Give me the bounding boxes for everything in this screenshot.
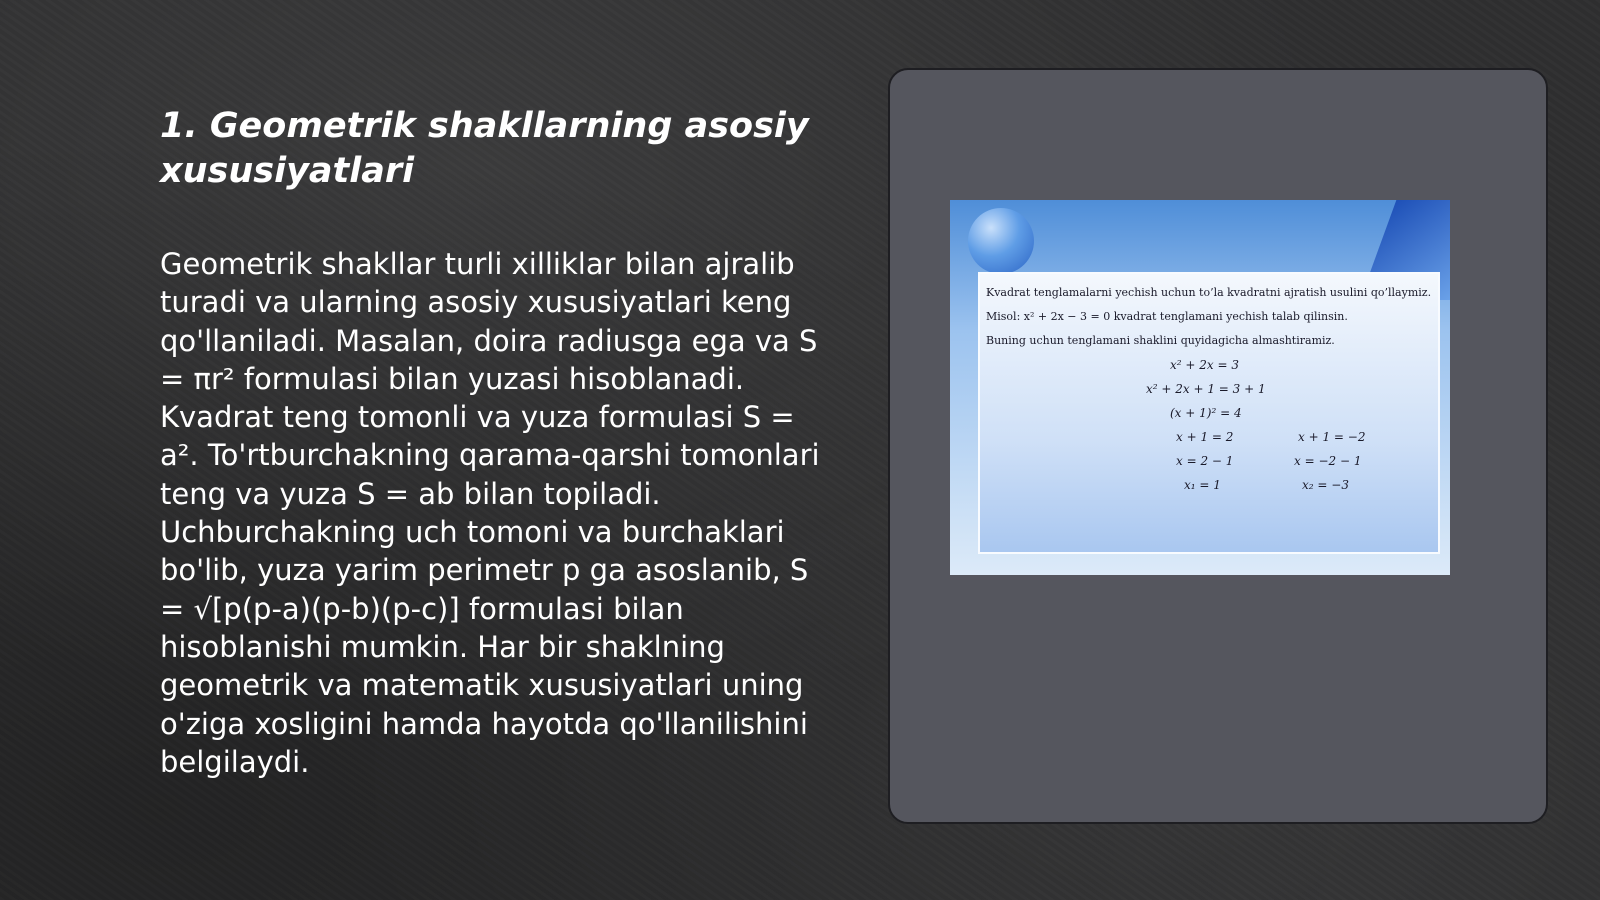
embedded-slide-image <box>950 200 1450 575</box>
equation-6a: x₁ = 1 <box>1184 478 1221 492</box>
equation-6b: x₂ = −3 <box>1302 478 1349 492</box>
equation-5a: x = 2 − 1 <box>1176 454 1234 468</box>
slide-body-text: Geometrik shakllar turli xilliklar bilan ajralib turadi va ularning asosiy xususiyatlari keng qo'llaniladi. Masalan, doira radiusga ega va S = πr² formulasi bilan yuzasi hisoblanadi. Kvadrat teng tomonli va yuza formulasi S = a². To'rtburchakning qarama-qarshi tomonlari teng va yuza S = ab bilan topiladi. Uchburchakning uch tomoni va burchaklari bo'lib, yuza yarim perimetr p ga asoslanib, S = √[p(p-a)(p-b)(p-c)] formulasi bilan hisoblanishi mumkin. Har bir shaklning geometrik va matematik xususiyatlari uning o'ziga xosligini hamda hayotda qo'llanilishini belgilaydi. <box>160 247 820 779</box>
equation-2: x² + 2x + 1 = 3 + 1 <box>1146 382 1266 396</box>
embedded-content-box <box>978 272 1440 554</box>
equation-3: (x + 1)² = 4 <box>1170 406 1242 420</box>
equation-4b: x + 1 = −2 <box>1298 430 1366 444</box>
decorative-orb <box>968 208 1034 274</box>
embedded-line-2: Misol: x² + 2x − 3 = 0 kvadrat tenglamani yechish talab qilinsin. <box>986 310 1348 323</box>
equation-1: x² + 2x = 3 <box>1170 358 1239 372</box>
embedded-line-3: Buning uchun tenglamani shaklini quyidagicha almashtiramiz. <box>986 334 1335 347</box>
embedded-line-1: Kvadrat tenglamalarni yechish uchun to’la kvadratni ajratish usulini qo’llaymiz. <box>986 286 1432 299</box>
slide-title: 1. Geometrik shakllarning asosiy xususiyatlari <box>160 106 809 191</box>
equation-5b: x = −2 − 1 <box>1294 454 1362 468</box>
equation-4a: x + 1 = 2 <box>1176 430 1234 444</box>
